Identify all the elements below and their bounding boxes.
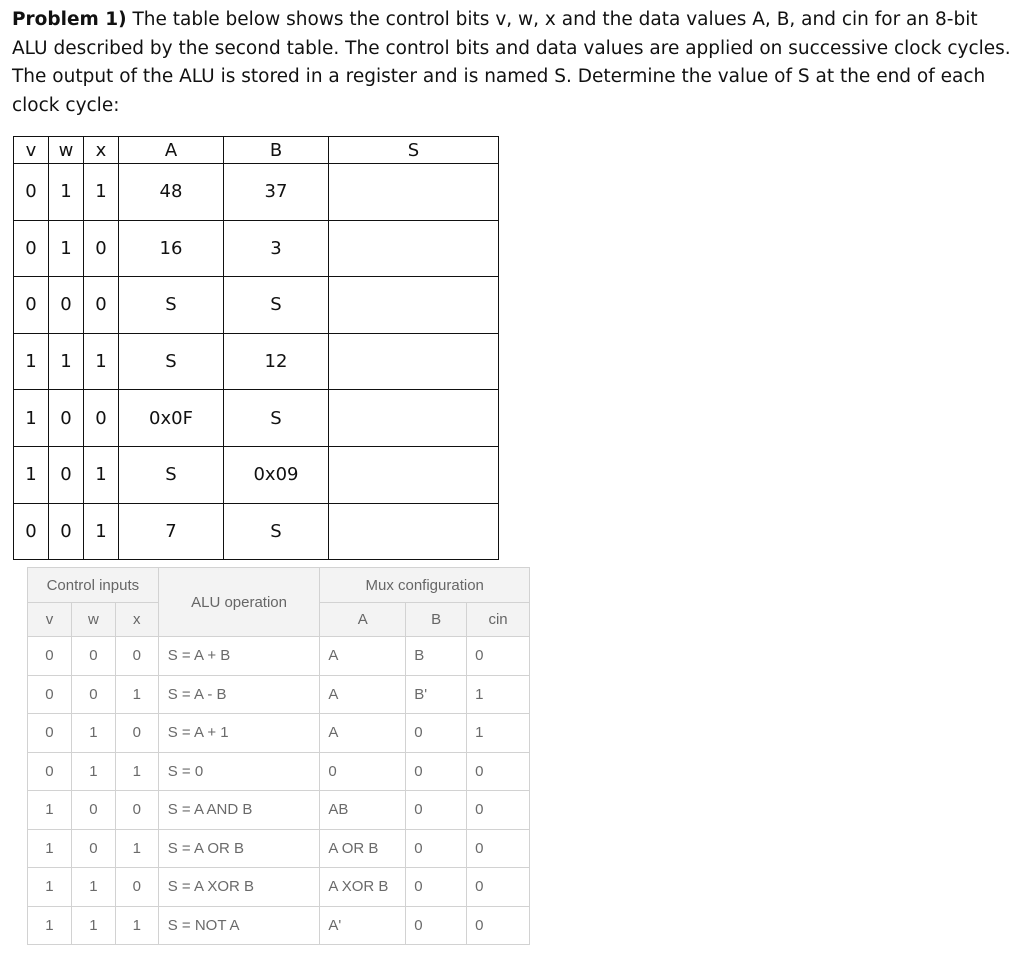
cell-s — [329, 446, 499, 503]
alu-row — [28, 637, 530, 676]
cell-x: 1 — [84, 333, 119, 390]
cell-w: 0 — [71, 791, 115, 830]
cell-x: 1 — [115, 675, 158, 714]
sub-header-w: w — [71, 603, 115, 637]
cell-cin: 0 — [467, 752, 530, 791]
cell-x: 1 — [115, 752, 158, 791]
header-s: S — [329, 137, 499, 164]
header-b: B — [224, 137, 329, 164]
cell-v: 1 — [28, 906, 72, 945]
header-x: x — [84, 137, 119, 164]
cell-b: 37 — [224, 164, 329, 221]
cell-s — [329, 277, 499, 334]
cell-w: 1 — [71, 906, 115, 945]
alu-row — [28, 714, 530, 753]
cell-cin: 1 — [467, 714, 530, 753]
clock-cycle-row — [14, 164, 499, 221]
cell-v: 0 — [28, 637, 72, 676]
cell-b: 12 — [224, 333, 329, 390]
clock-cycle-header-row — [14, 137, 499, 164]
cell-mux-a: A' — [320, 906, 406, 945]
cell-operation: S = A XOR B — [158, 868, 320, 907]
cell-w: 0 — [49, 446, 84, 503]
cell-cin: 0 — [467, 868, 530, 907]
cell-x: 0 — [115, 868, 158, 907]
alu-row — [28, 675, 530, 714]
cell-x: 0 — [84, 220, 119, 277]
cell-a: S — [119, 277, 224, 334]
control-inputs-header: Control inputs — [28, 568, 159, 603]
cell-cin: 0 — [467, 791, 530, 830]
cell-b: 0x09 — [224, 446, 329, 503]
cell-mux-a: A — [320, 637, 406, 676]
cell-mux-b: 0 — [406, 714, 467, 753]
cell-v: 1 — [14, 446, 49, 503]
cell-mux-b: B' — [406, 675, 467, 714]
cell-w: 0 — [71, 637, 115, 676]
cell-v: 0 — [14, 220, 49, 277]
cell-mux-a: A — [320, 714, 406, 753]
cell-mux-b: 0 — [406, 791, 467, 830]
cell-v: 0 — [28, 752, 72, 791]
cell-cin: 1 — [467, 675, 530, 714]
cell-operation: S = A AND B — [158, 791, 320, 830]
sub-header-x: x — [115, 603, 158, 637]
cell-s — [329, 220, 499, 277]
header-v: v — [14, 137, 49, 164]
cell-v: 1 — [28, 829, 72, 868]
sub-header-v: v — [28, 603, 72, 637]
cell-v: 0 — [14, 277, 49, 334]
cell-s — [329, 503, 499, 560]
sub-header-mux-b: B — [406, 603, 467, 637]
cell-mux-a: AB — [320, 791, 406, 830]
alu-row — [28, 829, 530, 868]
cell-operation: S = 0 — [158, 752, 320, 791]
cell-x: 0 — [84, 277, 119, 334]
cell-b: S — [224, 390, 329, 447]
header-w: w — [49, 137, 84, 164]
cell-mux-b: 0 — [406, 868, 467, 907]
cell-b: S — [224, 277, 329, 334]
cell-mux-a: A — [320, 675, 406, 714]
problem-statement — [12, 6, 1012, 120]
sub-header-cin: cin — [467, 603, 530, 637]
cell-x: 0 — [115, 791, 158, 830]
cell-cin: 0 — [467, 906, 530, 945]
alu-row — [28, 752, 530, 791]
cell-x: 1 — [84, 164, 119, 221]
cell-mux-b: B — [406, 637, 467, 676]
cell-w: 1 — [71, 714, 115, 753]
cell-mux-b: 0 — [406, 906, 467, 945]
cell-operation: S = A + B — [158, 637, 320, 676]
cell-operation: S = A - B — [158, 675, 320, 714]
cell-v: 0 — [28, 675, 72, 714]
cell-b: 3 — [224, 220, 329, 277]
cell-operation: S = NOT A — [158, 906, 320, 945]
cell-w: 0 — [71, 829, 115, 868]
cell-mux-b: 0 — [406, 752, 467, 791]
clock-cycle-row — [14, 333, 499, 390]
cell-mux-a: A XOR B — [320, 868, 406, 907]
alu-operation-table — [27, 567, 530, 945]
cell-a: 16 — [119, 220, 224, 277]
cell-w: 1 — [71, 868, 115, 907]
cell-cin: 0 — [467, 829, 530, 868]
clock-cycle-table — [13, 136, 499, 560]
problem-text: The table below shows the control bits v, w, x and the data values A, B, and cin for an 8-bit ALU described by the second table. The control bits and data values are applied on successive clock cycles. The output of the ALU is stored in a register and is named S. Determine the value of S at the end of each clock cycle: — [12, 9, 1011, 116]
cell-w: 1 — [49, 164, 84, 221]
cell-v: 1 — [28, 868, 72, 907]
cell-w: 1 — [49, 333, 84, 390]
cell-w: 1 — [49, 220, 84, 277]
cell-s — [329, 164, 499, 221]
cell-cin: 0 — [467, 637, 530, 676]
cell-v: 0 — [14, 503, 49, 560]
cell-x: 1 — [84, 446, 119, 503]
cell-w: 0 — [49, 277, 84, 334]
clock-cycle-row — [14, 503, 499, 560]
cell-v: 1 — [14, 390, 49, 447]
cell-w: 1 — [71, 752, 115, 791]
clock-cycle-row — [14, 220, 499, 277]
cell-operation: S = A + 1 — [158, 714, 320, 753]
cell-x: 1 — [115, 906, 158, 945]
cell-x: 0 — [115, 714, 158, 753]
cell-v: 1 — [28, 791, 72, 830]
mux-configuration-header: Mux configuration — [320, 568, 530, 603]
clock-cycle-row — [14, 390, 499, 447]
alu-operation-header: ALU operation — [158, 568, 320, 637]
cell-v: 0 — [14, 164, 49, 221]
cell-mux-a: A OR B — [320, 829, 406, 868]
cell-a: 48 — [119, 164, 224, 221]
sub-header-mux-a: A — [320, 603, 406, 637]
cell-s — [329, 390, 499, 447]
cell-v: 0 — [28, 714, 72, 753]
alu-row — [28, 868, 530, 907]
cell-mux-b: 0 — [406, 829, 467, 868]
cell-w: 0 — [49, 503, 84, 560]
alu-group-header-row — [28, 568, 530, 603]
header-a: A — [119, 137, 224, 164]
cell-s — [329, 333, 499, 390]
problem-label: Problem 1) — [12, 9, 127, 30]
cell-mux-a: 0 — [320, 752, 406, 791]
cell-v: 1 — [14, 333, 49, 390]
alu-row — [28, 791, 530, 830]
alu-row — [28, 906, 530, 945]
cell-x: 1 — [115, 829, 158, 868]
cell-w: 0 — [49, 390, 84, 447]
cell-a: 0x0F — [119, 390, 224, 447]
clock-cycle-row — [14, 446, 499, 503]
cell-w: 0 — [71, 675, 115, 714]
cell-operation: S = A OR B — [158, 829, 320, 868]
cell-x: 1 — [84, 503, 119, 560]
cell-x: 0 — [84, 390, 119, 447]
clock-cycle-row — [14, 277, 499, 334]
cell-x: 0 — [115, 637, 158, 676]
cell-a: 7 — [119, 503, 224, 560]
cell-a: S — [119, 333, 224, 390]
cell-b: S — [224, 503, 329, 560]
cell-a: S — [119, 446, 224, 503]
